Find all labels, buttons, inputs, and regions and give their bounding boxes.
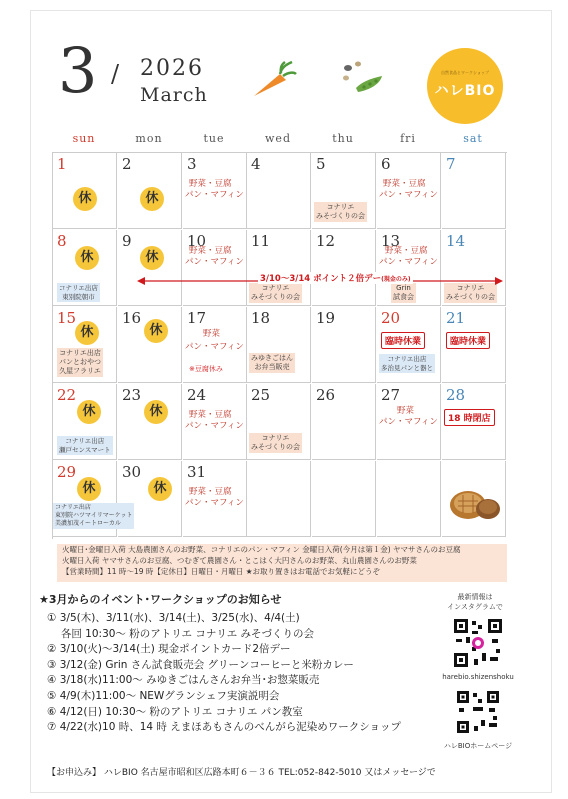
event-veg-tofu: 野菜・豆腐 <box>189 179 232 189</box>
day-cell <box>118 461 182 537</box>
event-item: ④ 3/18(水)11:00～ みゆきごはんさんお弁当･お惣菜販売 <box>47 674 320 687</box>
day-cell <box>118 230 182 306</box>
day-number: 24 <box>187 386 207 404</box>
day-number: 15 <box>57 309 77 327</box>
event-pan: パン・マフィン <box>379 190 438 200</box>
event-veg-tofu: 野菜・豆腐 <box>189 246 232 256</box>
homepage-qr-code[interactable] <box>456 690 500 734</box>
weekday-mon: mon <box>135 132 163 145</box>
event-veg-tofu: 野菜・豆腐 <box>189 410 232 420</box>
logo-subtitle: 自然食品とワークショップ <box>441 70 489 75</box>
event-veg: 野菜 <box>397 406 415 416</box>
event-item: ⑥ 4/12(日) 10:30～ 粉のアトリエ コナリエ パン教室 <box>47 705 303 718</box>
day-cell-empty <box>247 461 311 537</box>
day-number: 12 <box>316 232 336 250</box>
title-slash: / <box>111 60 120 88</box>
events-list <box>47 611 437 736</box>
day-cell <box>247 307 311 383</box>
day-number: 18 <box>251 309 271 327</box>
event-tag: コナリエ みそづくりの会 <box>251 434 300 451</box>
weekday-fri: fri <box>400 132 416 145</box>
day-number: 6 <box>381 155 391 173</box>
day-cell <box>312 230 376 306</box>
event-pan: パン・マフィン <box>185 190 244 200</box>
day-cell <box>247 230 311 306</box>
day-cell-empty <box>442 461 506 537</box>
day-cell <box>247 153 311 229</box>
closed-badge: 休 <box>148 477 172 501</box>
logo-name: ハレBIO <box>434 83 496 99</box>
day-number: 11 <box>251 232 271 250</box>
day-number: 9 <box>122 232 132 250</box>
event-tag: みゆきごはん お弁当販売 <box>251 354 293 371</box>
event-tag: コナリエ みそづくりの会 <box>316 203 365 220</box>
weekday-sat: sat <box>463 132 483 145</box>
event-pan: パン・マフィン <box>185 257 244 267</box>
day-number: 13 <box>381 232 401 250</box>
day-number: 8 <box>57 232 67 250</box>
day-cell <box>312 384 376 460</box>
day-number: 22 <box>57 386 77 404</box>
homepage-label: ハレBIOホームページ <box>443 742 513 750</box>
closed-badge: 休 <box>144 400 168 424</box>
day-number: 19 <box>316 309 336 327</box>
day-cell <box>53 153 117 229</box>
calendar <box>52 132 506 538</box>
delivery-line-2: 火曜日入荷 ヤマサさんのお豆腐、つむぎて農園さん・とこはく大円さんのお野菜、丸山農園さんのお野菜 <box>62 556 417 565</box>
day-cell <box>118 153 182 229</box>
instagram-handle: harebio.shizenshoku <box>442 673 514 681</box>
event-veg: 野菜 <box>203 329 221 339</box>
closed-badge: 休 <box>140 187 164 211</box>
day-cell <box>377 153 441 229</box>
day-cell-empty <box>377 461 441 537</box>
day-number: 7 <box>446 155 456 173</box>
day-number: 20 <box>381 309 401 327</box>
hours-line: 【営業時間】11 時～19 時【定休日】日曜日・月曜日 ★お取り置きはお電話でお気軽にどうぞ <box>62 567 380 576</box>
event-veg-tofu: 野菜・豆腐 <box>385 246 428 256</box>
year: 2026 <box>140 56 204 81</box>
temporary-closed-badge: 臨時休業 <box>446 332 490 349</box>
day-cell <box>377 307 441 383</box>
event-veg-tofu: 野菜・豆腐 <box>189 487 232 497</box>
closed-badge: 休 <box>140 246 164 270</box>
event-tag: Grin 試食会 <box>393 284 414 301</box>
day-number: 27 <box>381 386 401 404</box>
point-day-label: 3/10～3/14 ポイント２倍デー(現金のみ) <box>260 274 411 284</box>
day-cell <box>183 384 247 460</box>
day-cell <box>442 153 506 229</box>
events-heading: ★3月からのイベント･ワークショップのお知らせ <box>39 593 282 606</box>
event-item: ⑤ 4/9(木)11:00～ NEWグランシェフ実演説明会 <box>47 689 280 702</box>
day-number: 17 <box>187 309 207 327</box>
beans-icon <box>336 58 388 98</box>
weekday-thu: thu <box>332 132 354 145</box>
day-cell <box>53 230 117 306</box>
day-number: 1 <box>57 155 67 173</box>
instagram-label: 最新情報は インスタグラムで <box>447 593 503 611</box>
event-pan: パン・マフィン <box>379 417 438 427</box>
day-number: 25 <box>251 386 271 404</box>
day-cell-empty <box>312 461 376 537</box>
calendar-grid <box>52 152 507 539</box>
event-pan: パン・マフィン <box>185 421 244 431</box>
day-number: 23 <box>122 386 142 404</box>
day-number: 10 <box>187 232 207 250</box>
early-close-badge: 18 時閉店 <box>444 409 495 426</box>
day-cell <box>377 384 441 460</box>
event-item: ③ 3/12(金) Grin さん試食販売会 グリーンコーヒーと米粉カレー <box>47 658 354 671</box>
day-cell <box>118 307 182 383</box>
event-tag: コナリエ出店 東別院ハツマイリマーケット 美濃加茂イートローカル <box>55 504 133 527</box>
month-number: 3 <box>58 34 98 107</box>
event-tag: コナリエ みそづくりの会 <box>446 284 495 301</box>
day-cell <box>377 230 441 306</box>
instagram-qr-code[interactable] <box>452 617 504 669</box>
day-number: 14 <box>446 232 466 250</box>
day-cell <box>183 153 247 229</box>
event-tag: コナリエ みそづくりの会 <box>251 284 300 301</box>
day-number: 28 <box>446 386 466 404</box>
day-number: 26 <box>316 386 336 404</box>
harebio-logo <box>427 48 503 124</box>
day-number: 31 <box>187 463 207 481</box>
day-number: 29 <box>57 463 77 481</box>
day-cell <box>247 384 311 460</box>
day-cell <box>53 307 117 383</box>
closed-badge: 休 <box>77 400 101 424</box>
closed-badge: 休 <box>75 321 99 345</box>
day-cell <box>442 307 506 383</box>
day-cell <box>53 384 117 460</box>
event-tag: コナリエ出店 多治見パンと器と <box>381 355 433 372</box>
event-item: ① 3/5(木)、3/11(水)、3/14(土)、3/25(水)、4/4(土) <box>47 612 300 624</box>
event-tag: コナリエ出店 東別院朝市 <box>59 284 98 301</box>
event-veg-tofu: 野菜・豆腐 <box>383 179 426 189</box>
event-tag: コナリエ出店 パンとおやつ 久屋フラリエ <box>59 349 101 375</box>
temporary-closed-badge: 臨時休業 <box>381 332 425 349</box>
application-address: 【お申込み】 ハレBIO 名古屋市昭和区広路本町６－３６ TEL:052-842-5010 又はメッセージで <box>47 768 436 778</box>
day-cell <box>183 230 247 306</box>
day-number: 30 <box>122 463 142 481</box>
event-item: 各回 10:30～ 粉のアトリエ コナリエ みそづくりの会 <box>47 627 315 640</box>
weekday-tue: tue <box>203 132 225 145</box>
day-cell <box>312 307 376 383</box>
day-cell <box>183 307 247 383</box>
day-cell <box>442 384 506 460</box>
month-name: March <box>140 84 208 106</box>
carrot-icon <box>250 60 298 100</box>
closed-badge: 休 <box>144 319 168 343</box>
day-number: 5 <box>316 155 326 173</box>
tofu-rest-note: ※豆腐休み <box>189 365 223 373</box>
day-number: 3 <box>187 155 197 173</box>
event-pan: パン・マフィン <box>379 257 438 267</box>
event-pan: パン・マフィン <box>185 342 244 352</box>
event-item: ② 3/10(火)～3/14(土) 現金ポイントカード2倍デー <box>47 643 291 656</box>
day-number: 2 <box>122 155 132 173</box>
event-tag: コナリエ出店 瀬戸センスマート <box>59 437 111 454</box>
bread-icon <box>446 479 502 523</box>
event-pan: パン・マフィン <box>185 498 244 508</box>
closed-badge: 休 <box>77 477 101 501</box>
closed-badge: 休 <box>75 246 99 270</box>
delivery-line-1: 火曜日･金曜日入荷 大島農園さんのお野菜、コナリエのパン・マフィン 金曜日入荷(今月は第１金) ヤマサさんのお豆腐 <box>62 545 461 554</box>
day-cell <box>312 153 376 229</box>
weekday-wed: wed <box>265 132 291 145</box>
day-cell <box>442 230 506 306</box>
weekday-sun: sun <box>72 132 96 145</box>
day-number: 16 <box>122 309 142 327</box>
day-cell <box>183 461 247 537</box>
closed-badge: 休 <box>73 187 97 211</box>
event-item: ⑦ 4/22(水)10 時、14 時 えまほあもさんのべんがら泥染めワークショップ <box>47 721 402 734</box>
day-number: 21 <box>446 309 466 327</box>
delivery-info-box <box>57 544 507 582</box>
day-number: 4 <box>251 155 261 173</box>
day-cell <box>118 384 182 460</box>
